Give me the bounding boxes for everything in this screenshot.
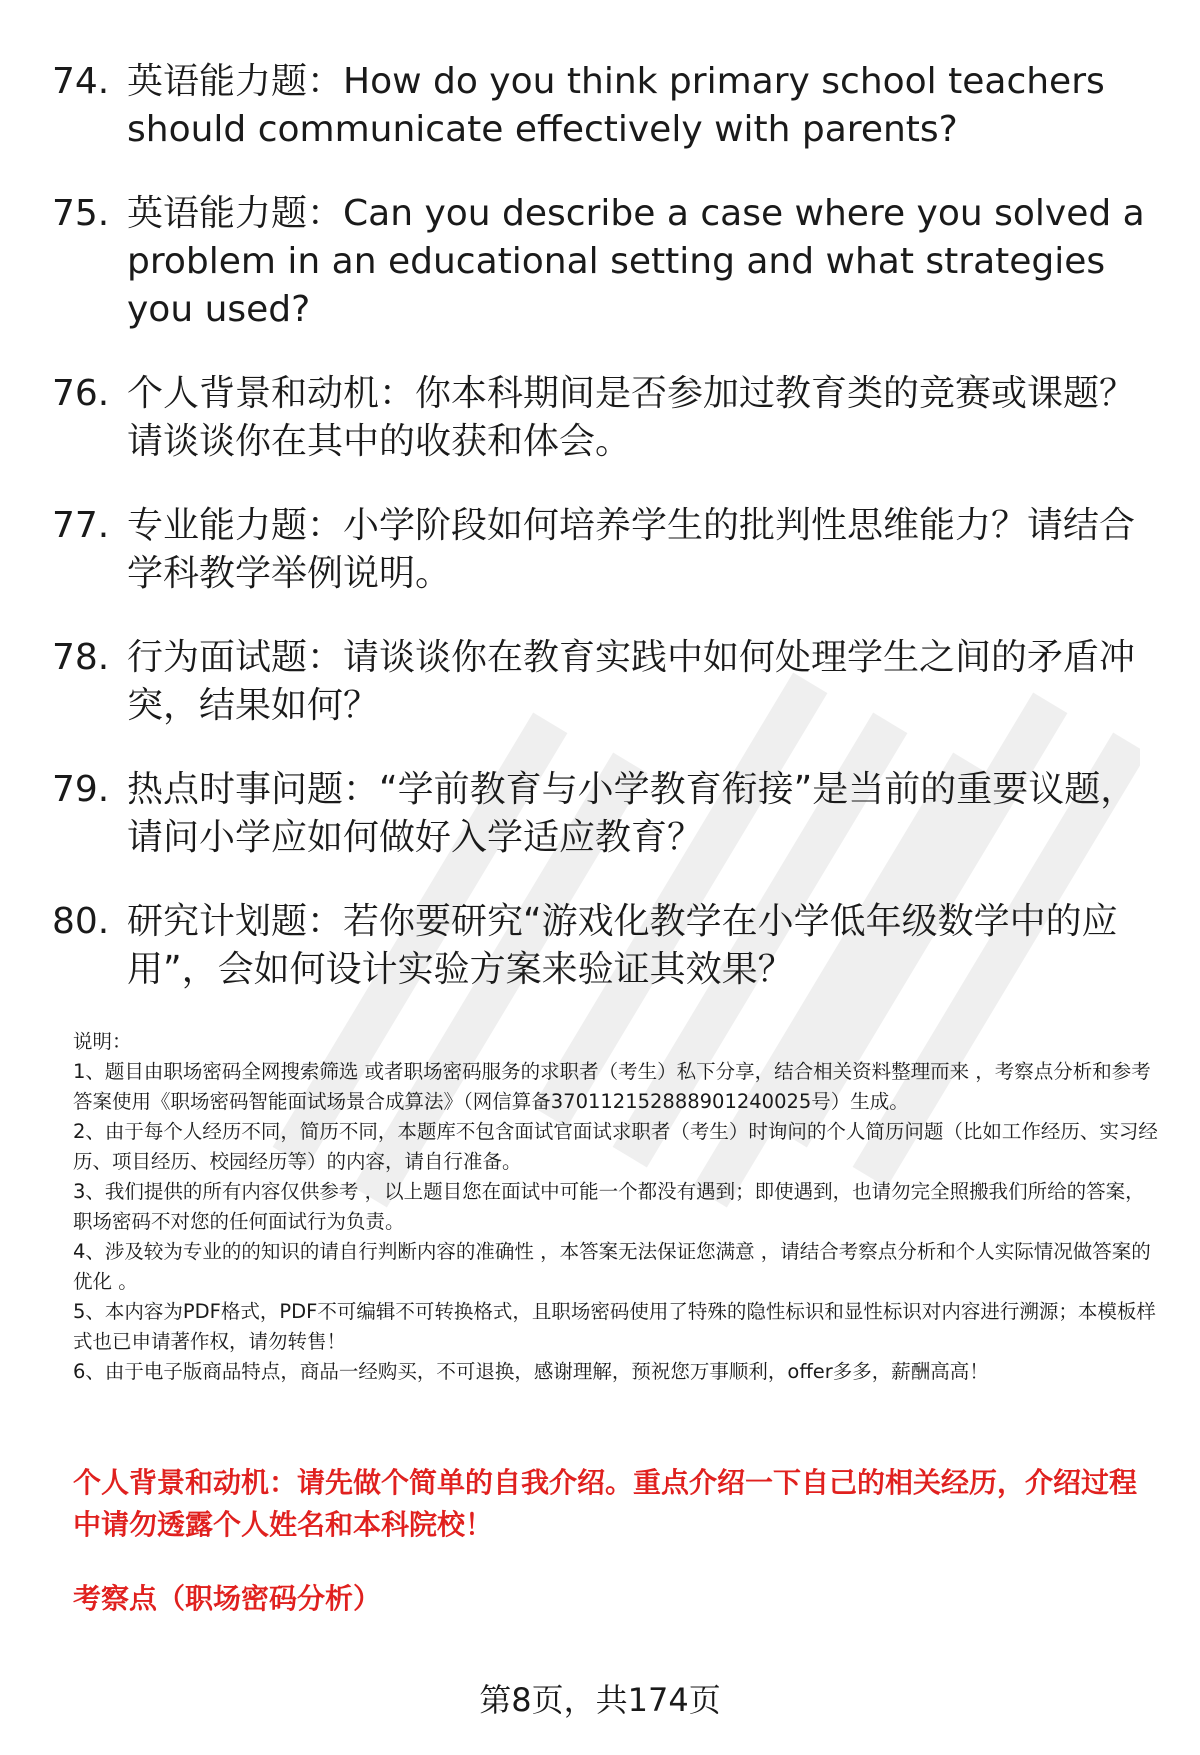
- question-text: 热点时事问题：“学前教育与小学教育衔接”是当前的重要议题，请问小学应如何做好入学适应教育？: [127, 769, 1137, 858]
- note-item: 5、本内容为PDF格式，PDF不可编辑不可转换格式，且职场密码使用了特殊的隐性标识和显性标识对内容进行溯源；本模板样式也已申请著作权，请勿转售！: [73, 1300, 1156, 1353]
- note-item: 6、由于电子版商品特点，商品一经购买，不可退换，感谢理解，预祝您万事顺利，offer多多，薪酬高高！: [73, 1360, 989, 1383]
- note-item: 3、我们提供的所有内容仅供参考 ，以上题目您在面试中可能一个都没有遇到；即使遇到，也请勿完全照搬我们所给的答案，职场密码不对您的任何面试行为负责。: [73, 1180, 1145, 1233]
- question-text: 研究计划题：若你要研究“游戏化教学在小学低年级数学中的应用”，会如何设计实验方案来验证其效果？: [127, 901, 1118, 990]
- question-item-80: [52, 898, 1152, 994]
- question-item-76: [52, 370, 1152, 466]
- question-number: 80.: [52, 901, 110, 942]
- question-item-77: [52, 502, 1152, 598]
- note-item: 4、涉及较为专业的的知识的请自行判断内容的准确性 ，本答案无法保证您满意 ，请结合考察点分析和个人实际情况做答案的优化 。: [73, 1240, 1151, 1293]
- question-list: [52, 58, 1152, 1030]
- question-item-74: [52, 58, 1152, 154]
- highlighted-question: 个人背景和动机：请先做个简单的自我介绍。重点介绍一下自己的相关经历，介绍过程中请勿透露个人姓名和本科院校！: [73, 1466, 1138, 1541]
- notes-title: 说明：: [73, 1030, 132, 1053]
- question-number: 77.: [52, 505, 110, 546]
- question-text: 英语能力题：Can you describe a case where you solved a problem in an educational setting and what strategies you used?: [127, 193, 1145, 330]
- question-number: 75.: [52, 193, 110, 234]
- question-text: 个人背景和动机：你本科期间是否参加过教育类的竞赛或课题？请谈谈你在其中的收获和体会。: [127, 373, 1136, 462]
- notes-section: [73, 1027, 1163, 1387]
- question-text: 行为面试题：请谈谈你在教育实践中如何处理学生之间的矛盾冲突，结果如何？: [127, 637, 1136, 726]
- question-text: 专业能力题：小学阶段如何培养学生的批判性思维能力？请结合学科教学举例说明。: [127, 505, 1136, 594]
- page-number: 第8页，共174页: [479, 1681, 721, 1719]
- question-number: 79.: [52, 769, 110, 810]
- question-number: 76.: [52, 373, 110, 414]
- question-number: 78.: [52, 637, 110, 678]
- note-item: 1、题目由职场密码全网搜索筛选 或者职场密码服务的求职者（考生）私下分享，结合相关资料整理而来 ，考察点分析和参考答案使用《职场密码智能面试场景合成算法》（网信算备370112152888901240025号）生成。: [73, 1060, 1151, 1113]
- question-number: 74.: [52, 61, 110, 102]
- exam-point-heading: 考察点（职场密码分析）: [73, 1582, 382, 1615]
- question-item-79: [52, 766, 1152, 862]
- question-item-78: [52, 634, 1152, 730]
- question-text: 英语能力题：How do you think primary school teachers should communicate effectively with parents?: [127, 61, 1105, 150]
- note-item: 2、由于每个人经历不同，简历不同，本题库不包含面试官面试求职者（考生）时询问的个人简历问题（比如工作经历、实习经历、项目经历、校园经历等）的内容，请自行准备。: [73, 1120, 1158, 1173]
- question-item-75: [52, 190, 1152, 334]
